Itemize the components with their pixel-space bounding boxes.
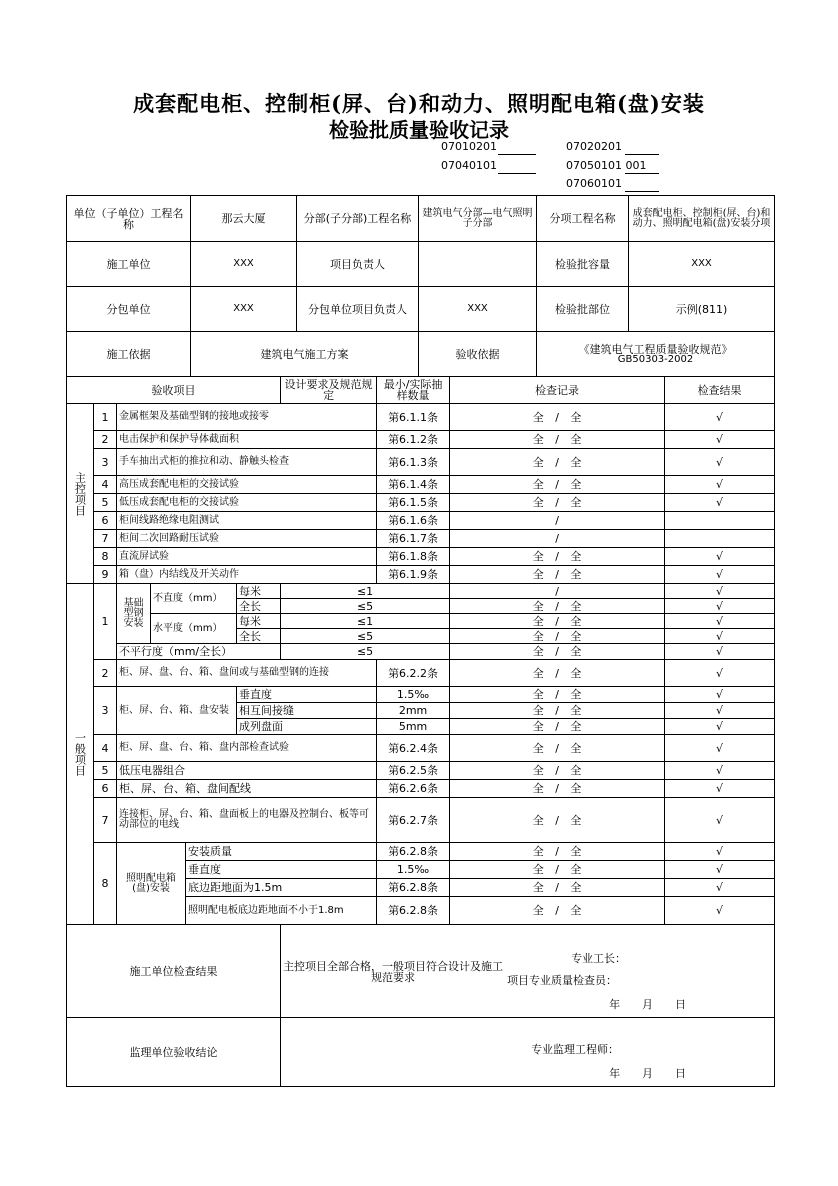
main-row (67, 431, 775, 449)
item-name: 高压成套配电柜的交接试验 (117, 476, 377, 494)
row-number: 2 (94, 660, 117, 687)
row-number: 4 (94, 476, 117, 494)
col-item: 验收项目 (67, 377, 281, 404)
spec-cell: ≤1 (281, 584, 450, 599)
contractor-result-text: 主控项目全部合格，一般项目符合设计及施工规范要求 (283, 960, 504, 984)
record-cell (665, 431, 775, 449)
accept-basis-value: 《建筑电气工程质量验收规范》 GB50303-2002 (537, 332, 775, 377)
qc-label: 项目专业质量检查员： (507, 974, 618, 987)
item-name: 金属框架及基础型钢的接地或接零 (117, 404, 377, 431)
spec-cell: 第6.1.4条 (377, 476, 450, 494)
record-cell (665, 687, 775, 703)
sample-cell: 全 / 全 (450, 599, 665, 614)
check-mark: √ (716, 478, 724, 491)
sample-cell: 全 / 全 (450, 660, 665, 687)
record-cell (665, 584, 775, 599)
title-line1: 成套配电柜、控制柜(屏、台)和动力、照明配电箱(盘)安装 (133, 91, 705, 116)
subitem-value: 成套配电柜、控制柜(屏、台)和动力、照明配电箱(盘)安装分项 (629, 196, 775, 242)
sample-cell: 全 / 全 (450, 798, 665, 843)
col-spec: 设计要求及规范规定 (281, 377, 377, 404)
check-mark: √ (716, 782, 724, 795)
item-name: 低压电器组合 (117, 762, 377, 780)
sample-cell: 全 / 全 (450, 494, 665, 512)
check-mark: √ (716, 904, 724, 917)
item-name: 柜、屏、台、箱、盘间配线 (117, 780, 377, 798)
main-row (67, 449, 775, 476)
sample-cell: 全 / 全 (450, 614, 665, 629)
pm-value (419, 242, 537, 287)
title-line2: 检验批质量验收记录 (329, 118, 509, 142)
g8-label: 照明配电箱(盘)安装 (117, 843, 186, 925)
spec-cell: 第6.1.8条 (377, 548, 450, 566)
main-row (67, 404, 775, 431)
sample-cell: 全 / 全 (450, 879, 665, 897)
row-number: 1 (94, 584, 117, 660)
check-mark: √ (716, 584, 724, 598)
code-4: 07050101 001 (566, 159, 647, 172)
gen-row (67, 584, 775, 599)
supervisor-date: 年 月 日 (609, 1067, 687, 1080)
sample-cell: 全 / 全 (450, 897, 665, 925)
spec-cell: ≤5 (281, 629, 450, 644)
record-cell (665, 530, 775, 548)
unit-label: 单位（子单位）工程名称 (67, 196, 191, 242)
gen-row (67, 614, 775, 629)
row-number: 5 (94, 762, 117, 780)
spec-cell: ≤5 (281, 644, 450, 660)
record-cell (665, 614, 775, 629)
spec-cell: 第6.2.2条 (377, 660, 450, 687)
check-mark: √ (716, 568, 724, 581)
subitem-label: 分项工程名称 (537, 196, 629, 242)
division-label: 分部(子分部)工程名称 (297, 196, 419, 242)
record-cell (665, 798, 775, 843)
gen-row (67, 780, 775, 798)
item-name: 手车抽出式柜的推拉和动、静触头检查 (117, 449, 377, 476)
check-mark: √ (716, 863, 724, 876)
basis-label: 施工依据 (67, 332, 191, 377)
division-value: 建筑电气分部—电气照明子分部 (419, 196, 537, 242)
g3-row: 成列盘面 (237, 719, 377, 735)
record-cell (665, 897, 775, 925)
spec-cell: 第6.1.2条 (377, 431, 450, 449)
item-name: 柜间线路绝缘电阻测试 (117, 512, 377, 530)
record-cell (665, 703, 775, 719)
sample-cell: 全 / 全 (450, 548, 665, 566)
g3-joint: 相互间接缝 (237, 703, 377, 719)
check-mark: √ (716, 764, 724, 777)
sample-cell: 全 / 全 (450, 703, 665, 719)
location-value: 示例(811) (629, 287, 775, 332)
record-cell (665, 644, 775, 660)
sample-cell: 全 / 全 (450, 644, 665, 660)
record-cell (665, 512, 775, 530)
spec-cell: 第6.2.8条 (377, 879, 450, 897)
main-group-label: 主控项目 (67, 404, 94, 584)
sample-cell: / (450, 512, 665, 530)
per-m: 每米 (237, 584, 281, 599)
sample-cell: / (450, 584, 665, 599)
check-mark: √ (716, 813, 724, 827)
code-2: 07020201 (566, 140, 622, 153)
contractor-label: 施工单位 (67, 242, 191, 287)
g8-quality: 安装质量 (186, 843, 377, 861)
check-mark: √ (716, 433, 724, 446)
record-cell (665, 843, 775, 861)
row-number: 6 (94, 780, 117, 798)
per-m: 每米 (237, 614, 281, 629)
record-cell (665, 762, 775, 780)
contractor-result-cell (281, 925, 775, 1018)
g3-vert: 垂直度 (237, 687, 377, 703)
gen-row (67, 843, 775, 861)
sample-cell: / (450, 530, 665, 548)
pm-label: 项目负责人 (297, 242, 419, 287)
row-number: 7 (94, 798, 117, 843)
check-mark: √ (716, 741, 724, 755)
spec-cell: 第6.2.8条 (377, 843, 450, 861)
sub-value: XXX (191, 287, 297, 332)
col-record: 检查记录 (450, 377, 665, 404)
sample-cell: 全 / 全 (450, 780, 665, 798)
item-name: 电击保护和保护导体截面积 (117, 431, 377, 449)
spec-cell: 第6.2.5条 (377, 762, 450, 780)
contractor-date: 年 月 日 (609, 998, 687, 1011)
main-row (67, 566, 775, 584)
items-table (66, 376, 775, 1087)
sample-cell: 全 / 全 (450, 566, 665, 584)
check-mark: √ (716, 629, 724, 643)
g3-label: 柜、屏、台、箱、盘安装 (117, 687, 237, 735)
spec-cell: 第6.1.5条 (377, 494, 450, 512)
sample-cell: 全 / 全 (450, 687, 665, 703)
sample-cell: 全 / 全 (450, 762, 665, 780)
check-mark: √ (716, 666, 724, 680)
item-name: 柜、屏、盘、台、箱、盘内部检查试验 (117, 735, 377, 762)
g8-vert: 垂直度 (186, 861, 377, 879)
gen-row (67, 762, 775, 780)
record-cell (665, 660, 775, 687)
col-result: 检查结果 (665, 377, 775, 404)
gen-row (67, 644, 775, 660)
supervisor-label: 监理单位验收结论 (67, 1018, 281, 1087)
g1-level: 水平度（mm） (151, 614, 237, 644)
code-5-line (625, 191, 659, 192)
main-row (67, 512, 775, 530)
accept-basis-label: 验收依据 (419, 332, 537, 377)
main-row (67, 548, 775, 566)
g1-label: 基础型钢安装 (117, 584, 151, 644)
row-number: 2 (94, 431, 117, 449)
spec-cell: ≤5 (281, 599, 450, 614)
spec-cell: 5mm (377, 719, 450, 735)
check-mark: √ (716, 496, 724, 509)
general-group-label: 一般项目 (67, 584, 94, 925)
row-number: 6 (94, 512, 117, 530)
sample-cell: 全 / 全 (450, 404, 665, 431)
code-3: 07040101 (441, 159, 497, 172)
code-2-line (625, 154, 659, 155)
sample-cell: 全 / 全 (450, 449, 665, 476)
contractor-result-label: 施工单位检查结果 (67, 925, 281, 1018)
row-number: 5 (94, 494, 117, 512)
contractor-value: XXX (191, 242, 297, 287)
row-number: 7 (94, 530, 117, 548)
item-name: 柜、屏、盘、台、箱、盘间或与基础型钢的连接 (117, 660, 377, 687)
record-cell (665, 861, 775, 879)
code-1: 07010201 (441, 140, 497, 153)
record-cell (665, 735, 775, 762)
check-mark: √ (716, 410, 724, 424)
sample-cell: 全 / 全 (450, 629, 665, 644)
record-cell (665, 548, 775, 566)
item-name: 低压成套配电柜的交接试验 (117, 494, 377, 512)
spec-cell: 2mm (377, 703, 450, 719)
capacity-value: XXX (629, 242, 775, 287)
item-name: 连接柜、屏、台、箱、盘面板上的电器及控制台、板等可动部位的电线 (117, 798, 377, 843)
record-cell (665, 494, 775, 512)
record-cell (665, 476, 775, 494)
spec-cell: 第6.1.7条 (377, 530, 450, 548)
code-4-line (625, 173, 659, 174)
row-number: 4 (94, 735, 117, 762)
row-number: 3 (94, 687, 117, 735)
item-name: 直流屏试验 (117, 548, 377, 566)
record-cell (665, 404, 775, 431)
record-cell (665, 566, 775, 584)
check-mark: √ (716, 881, 724, 894)
g1-straight: 不直度（mm） (151, 584, 237, 614)
spec-cell: 1.5‰ (377, 687, 450, 703)
record-cell (665, 879, 775, 897)
g8-height: 底边距地面为1.5m (186, 879, 377, 897)
record-cell (665, 599, 775, 614)
basis-value: 建筑电气施工方案 (191, 332, 419, 377)
item-name: 箱（盘）内结线及开关动作 (117, 566, 377, 584)
supervisor-cell (281, 1018, 775, 1087)
sample-cell: 全 / 全 (450, 861, 665, 879)
check-mark: √ (716, 645, 724, 658)
check-mark: √ (716, 688, 724, 701)
check-mark: √ (716, 720, 724, 733)
sub-pm-label: 分包单位项目负责人 (297, 287, 419, 332)
sub-label: 分包单位 (67, 287, 191, 332)
check-mark: √ (716, 599, 724, 613)
spec-cell: 第6.2.8条 (377, 897, 450, 925)
main-row (67, 494, 775, 512)
g8-board: 照明配电板底边距地面不小于1.8m (186, 897, 377, 925)
spec-cell: 第6.2.6条 (377, 780, 450, 798)
capacity-label: 检验批容量 (537, 242, 629, 287)
col-sample: 最小/实际抽样数量 (377, 377, 450, 404)
sample-cell: 全 / 全 (450, 719, 665, 735)
gen-row (67, 735, 775, 762)
unit-value: 那云大厦 (191, 196, 297, 242)
spec-cell: 第6.1.1条 (377, 404, 450, 431)
row-number: 9 (94, 566, 117, 584)
row-number: 3 (94, 449, 117, 476)
check-mark: √ (716, 845, 724, 858)
sample-cell: 全 / 全 (450, 843, 665, 861)
sample-cell: 全 / 全 (450, 431, 665, 449)
row-number: 1 (94, 404, 117, 431)
gen-row (67, 660, 775, 687)
sample-cell: 全 / 全 (450, 735, 665, 762)
code-3-line (498, 173, 536, 174)
header-table (66, 195, 775, 377)
item-name: 柜间二次回路耐压试验 (117, 530, 377, 548)
full-len: 全长 (237, 629, 281, 644)
sample-cell: 全 / 全 (450, 476, 665, 494)
check-mark: √ (716, 550, 724, 563)
spec-cell: 第6.2.4条 (377, 735, 450, 762)
row-number: 8 (94, 843, 117, 925)
check-mark: √ (716, 704, 724, 717)
record-cell (665, 629, 775, 644)
main-row (67, 530, 775, 548)
spec-cell: 第6.1.9条 (377, 566, 450, 584)
gen-row (67, 798, 775, 843)
record-cell (665, 719, 775, 735)
location-label: 检验批部位 (537, 287, 629, 332)
record-cell (665, 449, 775, 476)
code-5: 07060101 (566, 177, 622, 190)
check-mark: √ (716, 614, 724, 628)
g1-parallel: 不平行度（mm/全长） (117, 644, 281, 660)
spec-cell: 第6.1.6条 (377, 512, 450, 530)
spec-cell: 第6.1.3条 (377, 449, 450, 476)
check-mark: √ (716, 455, 724, 469)
gen-row (67, 687, 775, 703)
code-1-line (498, 154, 536, 155)
main-row (67, 476, 775, 494)
spec-cell: 第6.2.7条 (377, 798, 450, 843)
spec-cell: ≤1 (281, 614, 450, 629)
foreman-label: 专业工长： (571, 952, 627, 965)
record-cell (665, 780, 775, 798)
full-len: 全长 (237, 599, 281, 614)
spec-cell: 1.5‰ (377, 861, 450, 879)
sub-pm-value: XXX (419, 287, 537, 332)
row-number: 8 (94, 548, 117, 566)
supervisor-engineer-label: 专业监理工程师： (531, 1043, 620, 1056)
